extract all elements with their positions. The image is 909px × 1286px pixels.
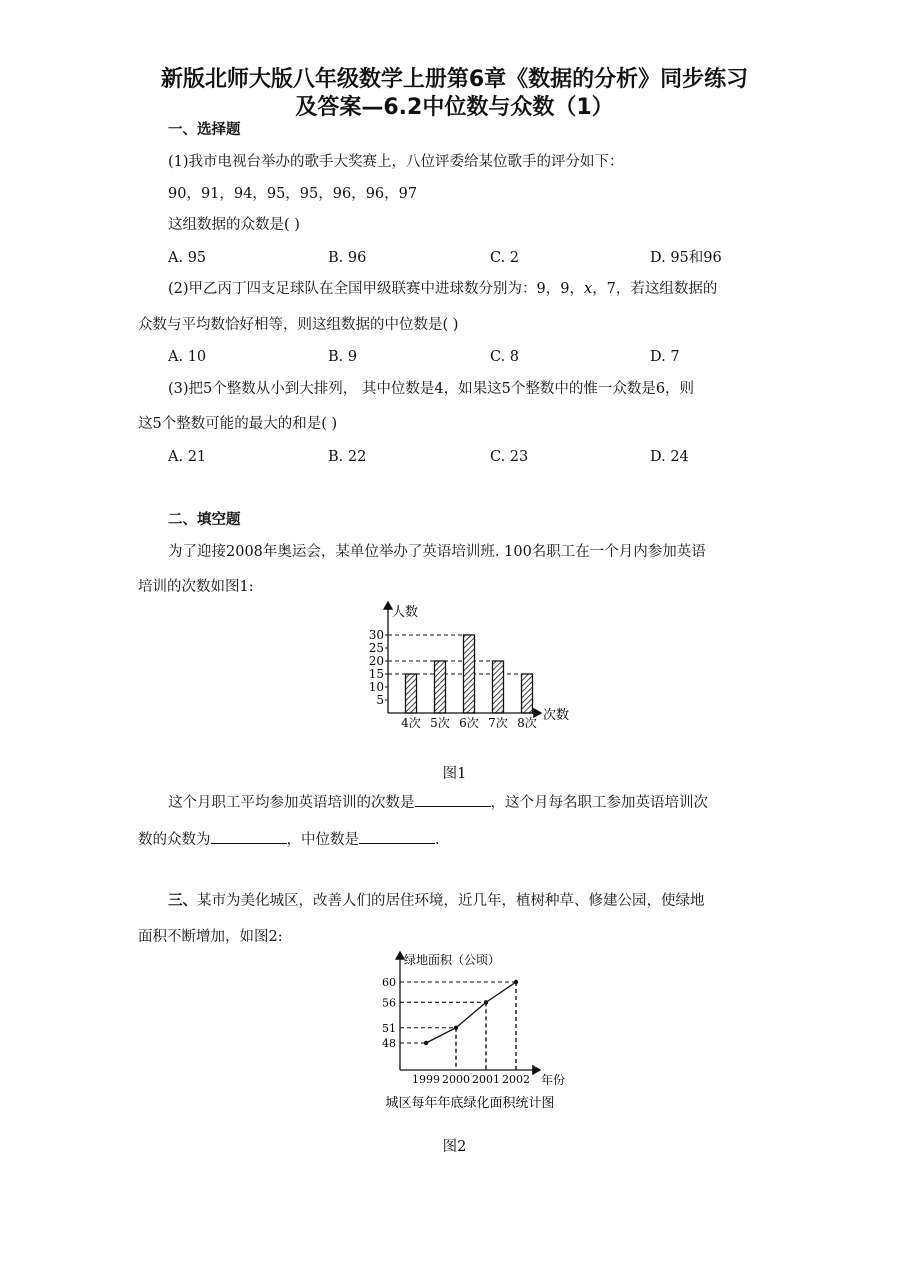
data-point-2002: [514, 980, 518, 984]
q1-option-b: B. 96: [328, 250, 367, 266]
section2-heading: 二、填空题: [168, 512, 241, 528]
q2-option-d: D. 7: [650, 349, 680, 365]
x-tick-label: 2002: [502, 1073, 530, 1086]
q1-stem: (1)我市电视台举办的歌手大奖赛上，八位评委给某位歌手的评分如下：: [168, 154, 624, 170]
y-tick-label: 48: [382, 1037, 396, 1050]
question-mode-text: ，这个月每名职工参加英语培训次: [490, 795, 708, 811]
data-point-1999: [424, 1041, 428, 1045]
x-tick-label: 1999: [412, 1073, 440, 1086]
x-tick-label: 5次: [430, 716, 450, 730]
page-title-line1: 新版北师大版八年级数学上册第6章《数据的分析》同步练习: [160, 67, 749, 92]
x-tick-label: 7次: [488, 716, 508, 730]
q3-option-b: B. 22: [328, 449, 367, 465]
q3-option-c: C. 23: [490, 449, 529, 465]
y-tick-label: 15: [368, 667, 384, 681]
question-avg-text: 这个月职工平均参加英语培训的次数是: [168, 795, 415, 811]
q1-ask: 这组数据的众数是( ): [168, 217, 300, 233]
q3-option-a: A. 21: [168, 449, 207, 465]
q2-stem-b: ，7，若这组数据的: [592, 281, 718, 297]
section2-intro1: 为了迎接2008年奥运会，某单位举办了英语培训班. 100名职工在一个月内参加英语: [168, 544, 706, 560]
data-point-2000: [454, 1026, 458, 1030]
q2-stem2: 众数与平均数恰好相等，则这组数据的中位数是( ): [138, 317, 459, 333]
y-tick-label: 60: [382, 976, 396, 989]
section2-question-line2: [138, 829, 440, 850]
y-axis-label: 绿地面积（公顷）: [404, 953, 501, 967]
x-axis-label: 年份: [541, 1073, 566, 1087]
y-axis-label: 人数: [392, 605, 419, 620]
answer-blank-average[interactable]: [415, 792, 491, 807]
bar-5: [522, 674, 533, 713]
section2-question-line1: [168, 792, 708, 813]
question-mode-label: 数的众数为: [138, 832, 211, 848]
data-point-2001: [484, 1000, 488, 1004]
answer-blank-mode[interactable]: [211, 829, 287, 844]
q2-stem-a: (2)甲乙丙丁四支足球队在全国甲级联赛中进球数分别为：9，9，: [168, 281, 584, 297]
x-tick-label: 2000: [442, 1073, 470, 1086]
x-tick-label: 6次: [459, 716, 479, 730]
q1-option-a: A. 95: [168, 250, 207, 266]
q3-stem: (3)把5个整数从小到大排列， 其中位数是4，如果这5个整数中的惟一众数是6，则: [168, 381, 695, 397]
section3-heading: 三、: [168, 893, 197, 909]
figure1-caption: 图1: [442, 766, 467, 782]
q1-data: 90，91，94，95，95，96，96，97: [168, 186, 418, 202]
chart-title: 城区每年年底绿化面积统计图: [385, 1096, 555, 1111]
q2-option-b: B. 9: [328, 349, 358, 365]
q2-option-c: C. 8: [490, 349, 520, 365]
series-line: [426, 982, 516, 1043]
bar-4: [493, 661, 504, 713]
line-chart-green-area: [360, 948, 600, 1118]
q3-option-d: D. 24: [650, 449, 689, 465]
y-tick-label: 56: [382, 996, 396, 1010]
y-tick-label: 30: [368, 628, 384, 642]
question-median-label: ，中位数是: [286, 832, 359, 848]
answer-blank-median[interactable]: [359, 829, 435, 844]
section1-heading: 一、选择题: [168, 122, 241, 138]
q2-stem: [168, 279, 717, 299]
q2-option-a: A. 10: [168, 349, 207, 365]
section3-intro1: [168, 891, 705, 911]
question-end: .: [435, 832, 440, 848]
bar-chart-training-counts: [355, 598, 585, 738]
q1-option-d: D. 95和96: [650, 250, 722, 266]
bar-3: [464, 635, 475, 713]
section2-intro2: 培训的次数如图1:: [138, 579, 254, 595]
y-tick-label: 20: [368, 654, 384, 668]
x-tick-label: 2001: [472, 1073, 500, 1086]
q3-stem2: 这5个整数可能的最大的和是( ): [138, 416, 338, 432]
x-axis-label: 次数: [543, 708, 570, 723]
q1-option-c: C. 2: [490, 250, 520, 266]
bar-2: [435, 661, 446, 713]
bar-1: [406, 674, 417, 713]
x-tick-label: 4次: [401, 716, 421, 730]
x-tick-label: 8次: [517, 716, 537, 730]
y-tick-label: 51: [382, 1021, 396, 1035]
page-title-line2: 及答案—6.2中位数与众数（1）: [295, 95, 614, 120]
figure2-caption: 图2: [442, 1139, 467, 1155]
y-tick-label: 5: [376, 693, 384, 707]
y-tick-label: 10: [368, 680, 384, 694]
q2-variable: x: [584, 281, 593, 297]
y-tick-label: 25: [368, 641, 384, 655]
section3-intro2: 面积不断增加，如图2:: [138, 929, 283, 945]
section3-intro1-text: 某市为美化城区，改善人们的居住环境，近几年，植树种草、修建公园，使绿地: [197, 893, 705, 909]
